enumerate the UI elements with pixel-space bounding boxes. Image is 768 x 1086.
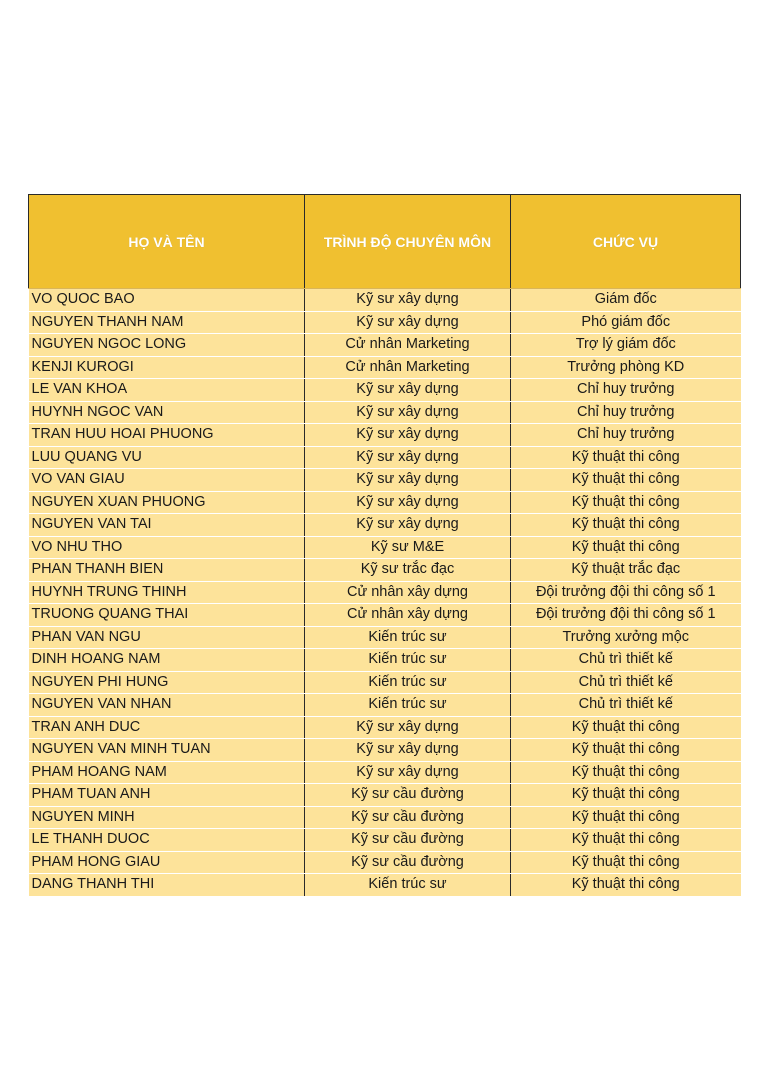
cell-name: LUU QUANG VU <box>29 446 305 469</box>
table-header <box>29 195 741 289</box>
cell-name: VO QUOC BAO <box>29 289 305 312</box>
table-row <box>29 761 741 784</box>
cell-name: PHAM HONG GIAU <box>29 851 305 874</box>
cell-position: Kỹ thuật thi công <box>511 514 741 537</box>
table-row <box>29 581 741 604</box>
cell-position: Kỹ thuật thi công <box>511 739 741 762</box>
cell-qualification: Kỹ sư cầu đường <box>305 829 511 852</box>
cell-qualification: Kỹ sư xây dựng <box>305 514 511 537</box>
cell-name: NGUYEN THANH NAM <box>29 311 305 334</box>
cell-name: LE THANH DUOC <box>29 829 305 852</box>
cell-qualification: Kỹ sư xây dựng <box>305 379 511 402</box>
table-row <box>29 604 741 627</box>
table-row <box>29 716 741 739</box>
cell-name: PHAM TUAN ANH <box>29 784 305 807</box>
cell-qualification: Cử nhân Marketing <box>305 334 511 357</box>
cell-qualification: Kỹ sư xây dựng <box>305 446 511 469</box>
cell-position: Chủ trì thiết kế <box>511 671 741 694</box>
table-row <box>29 356 741 379</box>
cell-qualification: Kỹ sư cầu đường <box>305 851 511 874</box>
table-row <box>29 874 741 897</box>
table-row <box>29 401 741 424</box>
cell-qualification: Kiến trúc sư <box>305 874 511 897</box>
cell-position: Kỹ thuật thi công <box>511 469 741 492</box>
cell-qualification: Kiến trúc sư <box>305 694 511 717</box>
cell-name: NGUYEN NGOC LONG <box>29 334 305 357</box>
cell-position: Chỉ huy trưởng <box>511 379 741 402</box>
table-row <box>29 424 741 447</box>
cell-qualification: Kỹ sư xây dựng <box>305 424 511 447</box>
cell-qualification: Kỹ sư M&E <box>305 536 511 559</box>
cell-name: PHAN VAN NGU <box>29 626 305 649</box>
cell-name: PHAN THANH BIEN <box>29 559 305 582</box>
table-row <box>29 649 741 672</box>
table-body <box>29 289 741 897</box>
cell-position: Chỉ huy trưởng <box>511 424 741 447</box>
cell-position: Kỹ thuật thi công <box>511 536 741 559</box>
table-row <box>29 739 741 762</box>
table-row <box>29 694 741 717</box>
table-row <box>29 311 741 334</box>
cell-position: Kỹ thuật thi công <box>511 806 741 829</box>
cell-qualification: Cử nhân xây dựng <box>305 604 511 627</box>
cell-name: KENJI KUROGI <box>29 356 305 379</box>
header-position: CHỨC VỤ <box>511 195 741 289</box>
cell-name: NGUYEN VAN TAI <box>29 514 305 537</box>
table-row <box>29 289 741 312</box>
cell-qualification: Kiến trúc sư <box>305 626 511 649</box>
cell-position: Kỹ thuật thi công <box>511 784 741 807</box>
header-name: HỌ VÀ TÊN <box>29 195 305 289</box>
cell-position: Kỹ thuật thi công <box>511 491 741 514</box>
header-row <box>29 195 741 289</box>
table-row <box>29 829 741 852</box>
table-row <box>29 536 741 559</box>
cell-position: Kỹ thuật thi công <box>511 716 741 739</box>
table-row <box>29 806 741 829</box>
cell-position: Đội trưởng đội thi công số 1 <box>511 581 741 604</box>
cell-position: Kỹ thuật thi công <box>511 829 741 852</box>
cell-name: DINH HOANG NAM <box>29 649 305 672</box>
table-row <box>29 446 741 469</box>
cell-position: Giám đốc <box>511 289 741 312</box>
cell-qualification: Kỹ sư trắc đạc <box>305 559 511 582</box>
cell-position: Đội trưởng đội thi công số 1 <box>511 604 741 627</box>
cell-name: NGUYEN XUAN PHUONG <box>29 491 305 514</box>
table-row <box>29 514 741 537</box>
cell-qualification: Cử nhân Marketing <box>305 356 511 379</box>
cell-position: Kỹ thuật thi công <box>511 446 741 469</box>
cell-qualification: Kỹ sư xây dựng <box>305 289 511 312</box>
cell-qualification: Kỹ sư xây dựng <box>305 311 511 334</box>
table-row <box>29 851 741 874</box>
cell-qualification: Kỹ sư xây dựng <box>305 716 511 739</box>
cell-qualification: Cử nhân xây dựng <box>305 581 511 604</box>
cell-qualification: Kỹ sư cầu đường <box>305 806 511 829</box>
cell-position: Trưởng xưởng mộc <box>511 626 741 649</box>
cell-qualification: Kỹ sư xây dựng <box>305 739 511 762</box>
staff-table <box>28 194 741 897</box>
table-row <box>29 491 741 514</box>
header-qualification: TRÌNH ĐỘ CHUYÊN MÔN <box>305 195 511 289</box>
cell-position: Chủ trì thiết kế <box>511 649 741 672</box>
cell-qualification: Kỹ sư cầu đường <box>305 784 511 807</box>
cell-position: Kỹ thuật trắc đạc <box>511 559 741 582</box>
table-row <box>29 784 741 807</box>
table-row <box>29 334 741 357</box>
cell-qualification: Kỹ sư xây dựng <box>305 401 511 424</box>
cell-name: VO NHU THO <box>29 536 305 559</box>
table-row <box>29 671 741 694</box>
cell-position: Phó giám đốc <box>511 311 741 334</box>
cell-position: Chỉ huy trưởng <box>511 401 741 424</box>
table-row <box>29 469 741 492</box>
cell-name: NGUYEN PHI HUNG <box>29 671 305 694</box>
cell-name: PHAM HOANG NAM <box>29 761 305 784</box>
cell-position: Trợ lý giám đốc <box>511 334 741 357</box>
cell-qualification: Kỹ sư xây dựng <box>305 491 511 514</box>
table-row <box>29 379 741 402</box>
cell-qualification: Kiến trúc sư <box>305 649 511 672</box>
cell-name: LE VAN KHOA <box>29 379 305 402</box>
cell-qualification: Kỹ sư xây dựng <box>305 761 511 784</box>
cell-name: NGUYEN MINH <box>29 806 305 829</box>
cell-name: TRAN ANH DUC <box>29 716 305 739</box>
cell-name: DANG THANH THI <box>29 874 305 897</box>
cell-name: VO VAN GIAU <box>29 469 305 492</box>
cell-name: HUYNH TRUNG THINH <box>29 581 305 604</box>
table-row <box>29 559 741 582</box>
cell-qualification: Kỹ sư xây dựng <box>305 469 511 492</box>
cell-name: HUYNH NGOC VAN <box>29 401 305 424</box>
table-row <box>29 626 741 649</box>
cell-position: Trưởng phòng KD <box>511 356 741 379</box>
cell-name: TRUONG QUANG THAI <box>29 604 305 627</box>
cell-position: Kỹ thuật thi công <box>511 761 741 784</box>
cell-qualification: Kiến trúc sư <box>305 671 511 694</box>
cell-position: Kỹ thuật thi công <box>511 874 741 897</box>
cell-name: NGUYEN VAN MINH TUAN <box>29 739 305 762</box>
cell-name: TRAN HUU HOAI PHUONG <box>29 424 305 447</box>
cell-name: NGUYEN VAN NHAN <box>29 694 305 717</box>
cell-position: Kỹ thuật thi công <box>511 851 741 874</box>
cell-position: Chủ trì thiết kế <box>511 694 741 717</box>
